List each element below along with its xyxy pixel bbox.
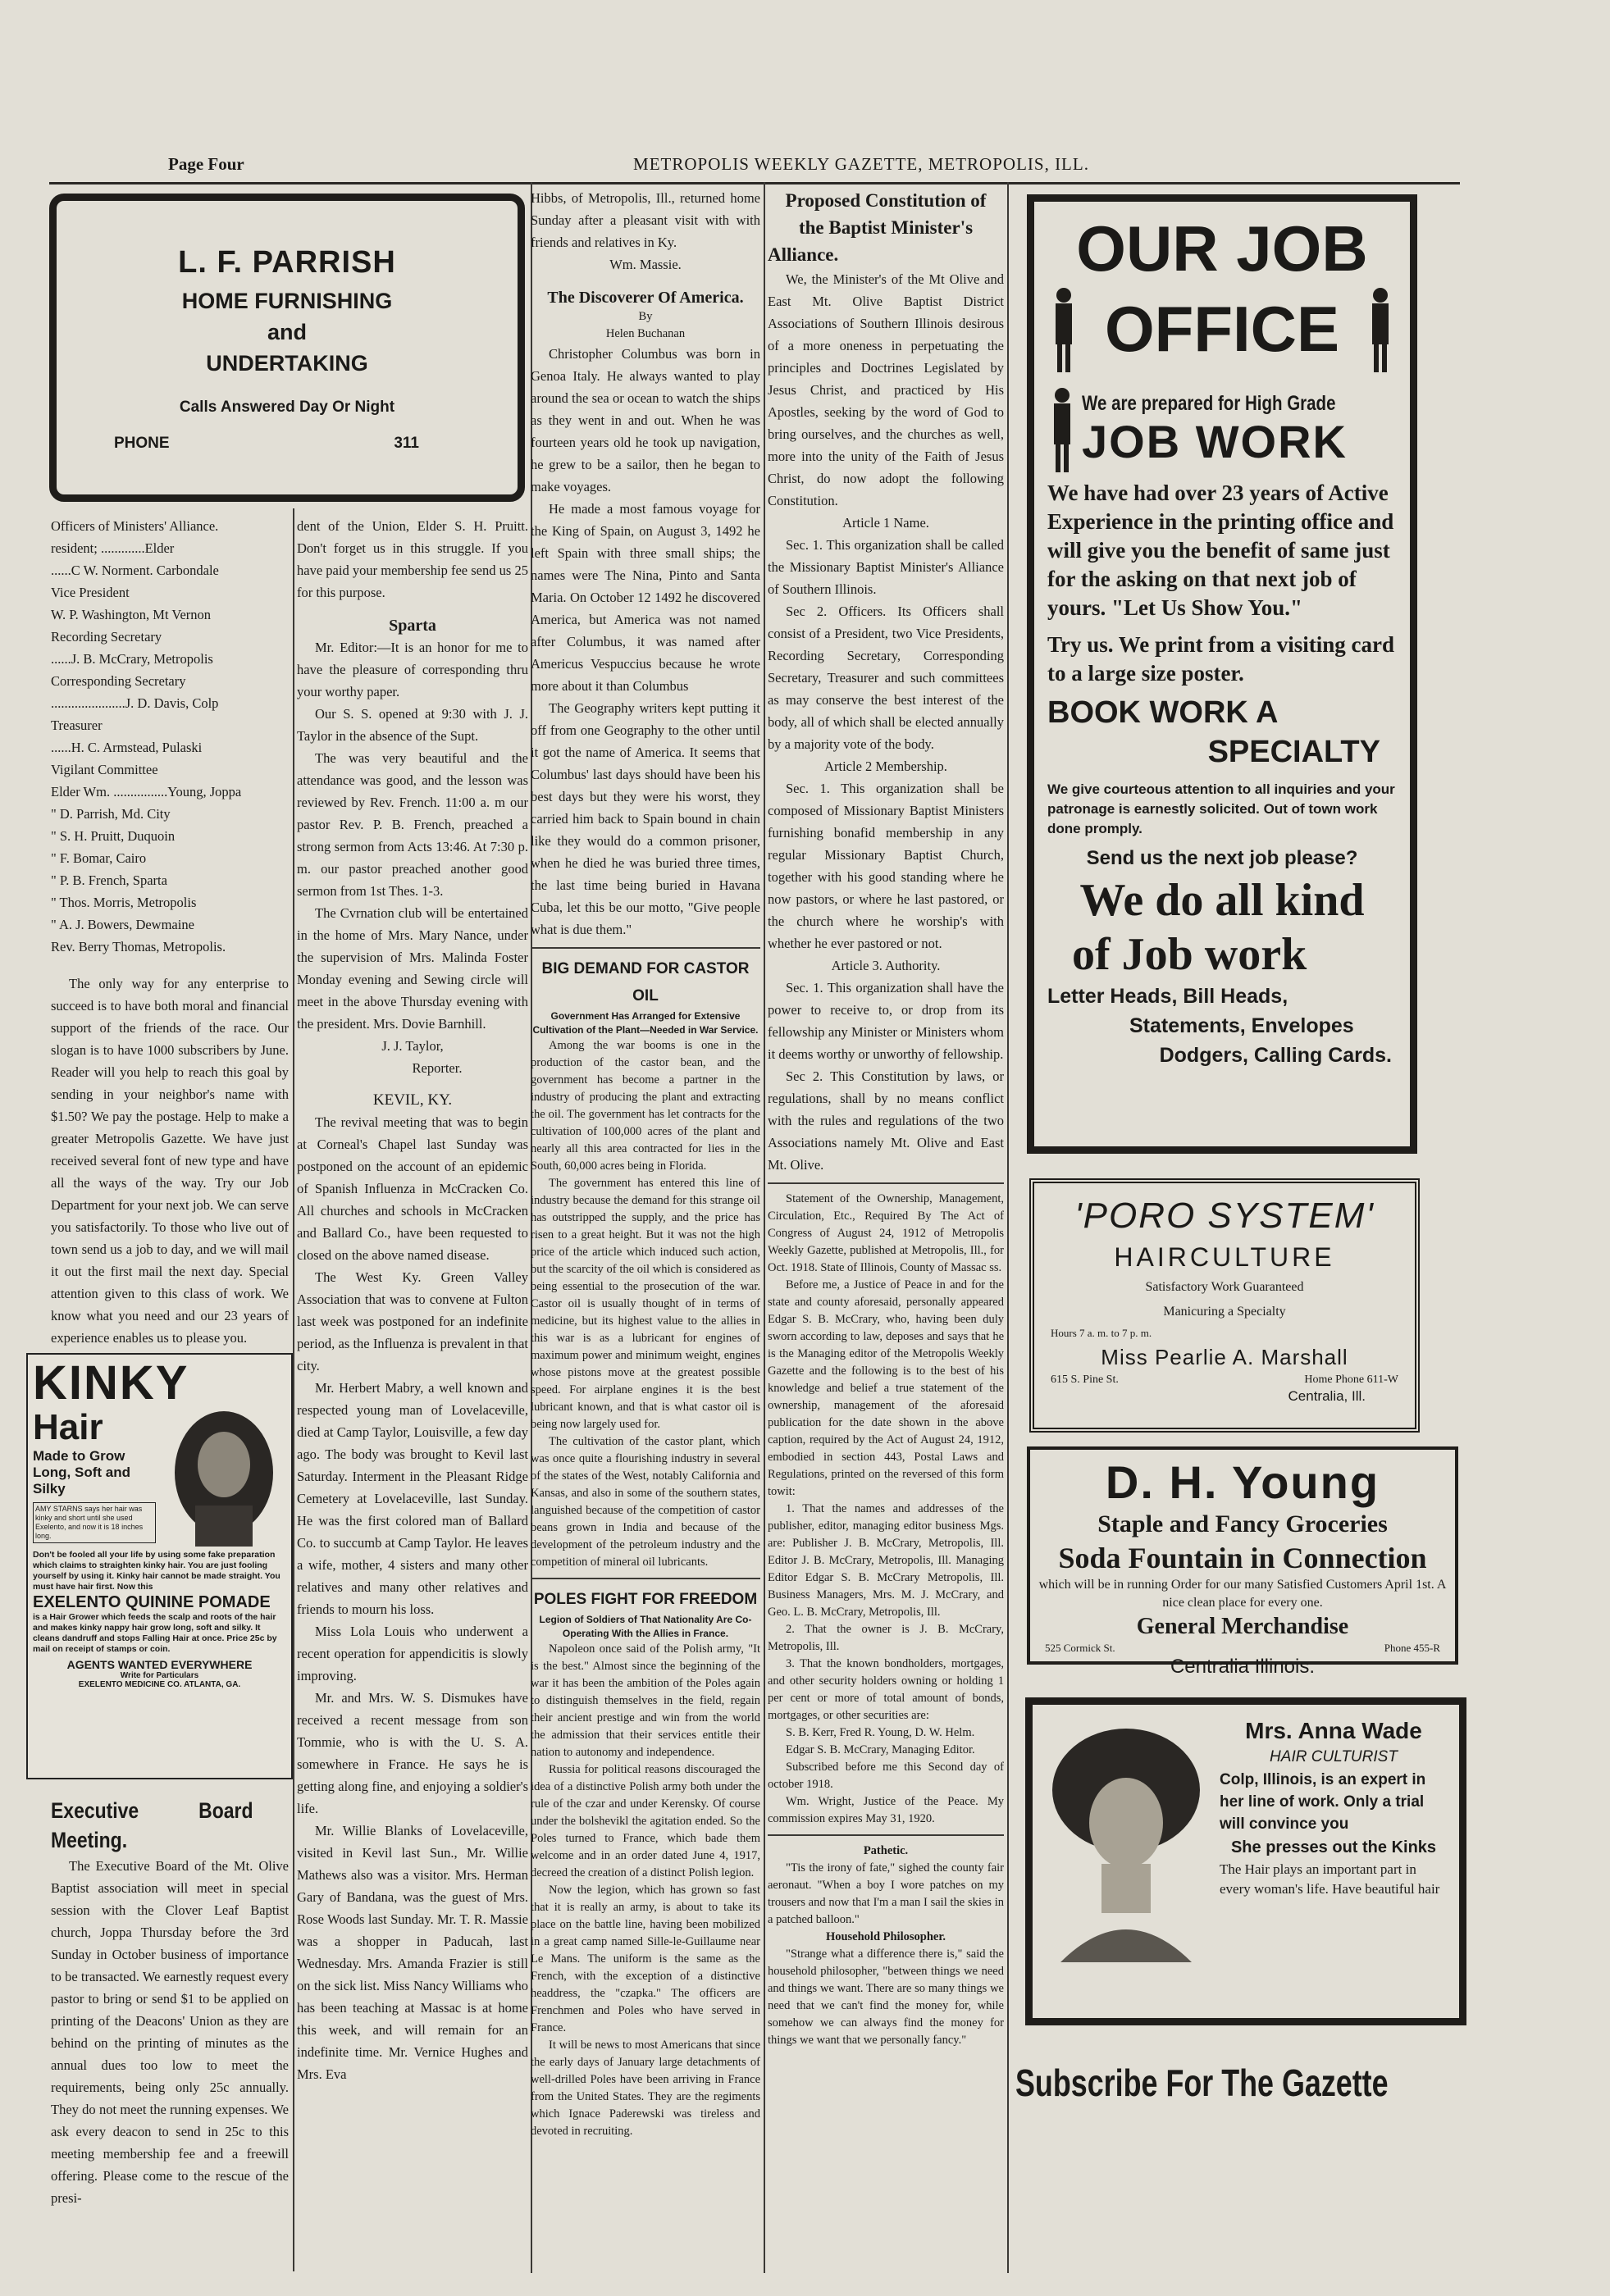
poro-city: Centralia, Ill. bbox=[1288, 1388, 1366, 1404]
poro-system-ad bbox=[1029, 1178, 1420, 1433]
job-office-ad bbox=[1027, 194, 1417, 1154]
sparta-paras-paragraph: Our S. S. opened at 9:30 with J. J. Taylor in the absence of the Supt. bbox=[297, 706, 528, 744]
poro-hours: Hours 7 a. m. to 7 p. m. bbox=[1051, 1327, 1152, 1339]
column-4 bbox=[768, 187, 1004, 2274]
castor-paras-paragraph: Among the war booms is one in the production of the castor bean, and the government has become a partner in the industry of producing the plant and extracting the oil. The government has let contracts for the cultivation of 100,000 acres of the plant and nearly all this area contracted for lies in the South, 60,000 acres being in Florida. bbox=[531, 1039, 760, 1173]
divider bbox=[531, 947, 760, 949]
kinky-body: Don't be fooled all your life by using some fake preparation which claims to straighten kinky hair. You are just fooling yourself by using it. Kinky hair cannot be made straight. You must have hair first. Now this bbox=[33, 1550, 280, 1592]
poro-sub: HAIRCULTURE bbox=[1114, 1242, 1335, 1272]
column-3 bbox=[531, 187, 760, 2274]
article-1-sec-2: Sec 2. Officers. Its Officers shall consist of a President, two Vice Presidents, Recording Secretary, Corresponding Secretary, Treasurer and such committees as may conserve the best interest of the body, all of which shall be elected annually by a majority vote of the body. bbox=[768, 604, 1004, 752]
discoverer-author: Helen Buchanan bbox=[605, 327, 686, 340]
officer-line: Recording Secretary bbox=[51, 629, 162, 645]
poro-address: 615 S. Pine St. bbox=[1051, 1374, 1119, 1386]
man-figure-illustration bbox=[1047, 284, 1080, 374]
col3-continuation: Hibbs, of Metropolis, Ill., returned home Sunday after a pleasant visit with with friends and relatives in Ky. bbox=[531, 190, 760, 250]
officer-line: " S. H. Pruitt, Duquoin bbox=[51, 828, 176, 844]
poles-paras-paragraph: It will be news to most Americans that since the early days of January large detachments of well-drilled Poles have been arriving in France from the United States. They are the regiments which Ignace Paderewski was tireless and devoted in recruiting. bbox=[531, 2039, 760, 2138]
anna-wade-ad bbox=[1025, 1697, 1466, 2025]
kevil-paras-paragraph: The revival meeting that was to begin at Corneal's Chapel last Sunday was postponed on the account of an epidemic of Spanish Influenza in McCracken Co. All churches and schools in McCracken and Ballard Co., have been requested to closed on the above named disease. bbox=[297, 1114, 528, 1263]
officer-line: Rev. Berry Thomas, Metropolis. bbox=[51, 939, 226, 954]
officer-line: " A. J. Bowers, Dewmaine bbox=[51, 917, 194, 932]
masthead-title: METROPOLIS WEEKLY GAZETTE, METROPOLIS, ILL. bbox=[633, 154, 1089, 174]
parrish-phone-number: 311 bbox=[394, 435, 419, 452]
ownership-statement bbox=[768, 1191, 1004, 1828]
article-2-heading: Article 2 Membership. bbox=[824, 758, 947, 774]
job-ad-body: We have had over 23 years of Active Experience in the printing office and will give you the benefit of same just for the asking on that next job of yours. "Let Us Show You." bbox=[1047, 481, 1394, 620]
officer-line: Vigilant Committee bbox=[51, 762, 158, 777]
sparta-paras-paragraph: The Cvrnation club will be entertained in the home of Mrs. Mary Nance, under the supervision of Mrs. Malinda Foster Monday evening and Sewing circle will meet in the above Thursday evening with the president. Mrs. Dovie Barnhill. bbox=[297, 905, 528, 1032]
officer-line: " Thos. Morris, Metropolis bbox=[51, 895, 197, 910]
kinky-product: EXELENTO QUININE POMADE bbox=[33, 1593, 271, 1611]
parrish-tagline: Calls Answered Day Or Night bbox=[179, 399, 395, 416]
disc-paras-paragraph: The Geography writers kept putting it off from one Geography to the other until it got the name of America. It seems that Columbus' last days should have been his best days but they were his worst, they carried him back to Spain bound in chain like they would do a common prisoner, when he died he was buried three times, the last time being buried in Havana Cuba, let this be our motto, "Give people what is due them." bbox=[531, 700, 760, 937]
poro-phone: Home Phone 611-W bbox=[1304, 1374, 1398, 1386]
kinky-title: KINKY bbox=[33, 1356, 189, 1410]
column-1-top bbox=[51, 515, 289, 1351]
parrish-line3: UNDERTAKING bbox=[206, 351, 368, 376]
officer-line: Treasurer bbox=[51, 718, 103, 733]
poro-line1: Satisfactory Work Guaranteed bbox=[1145, 1280, 1304, 1294]
officer-line: " P. B. French, Sparta bbox=[51, 872, 167, 888]
young-address: 525 Cormick St. bbox=[1045, 1642, 1115, 1654]
job-ad-line2: OFFICE bbox=[1105, 293, 1339, 365]
article-3-sec-1: Sec. 1. This organization shall have the power to receive to, or drop from its fellowship any Minister or Ministers whom it deems worthy or unworthy of fellowship. bbox=[768, 980, 1004, 1062]
wade-name: Mrs. Anna Wade bbox=[1245, 1718, 1422, 1743]
column-rule bbox=[764, 182, 765, 2273]
officer-line: Vice President bbox=[51, 585, 130, 600]
statement-paras-paragraph: Subscribed before me this Second day of october 1918. bbox=[768, 1761, 1004, 1791]
officer-line: resident; .............Elder bbox=[51, 540, 175, 556]
poro-name: Miss Pearlie A. Marshall bbox=[1101, 1345, 1348, 1369]
article-3-sec-2: Sec 2. This Constitution by laws, or regulations, shall by no means conflict with the rules and regulations of the two Associations namely Mt. Olive and East Mt. Olive. bbox=[768, 1068, 1004, 1173]
parrish-line1: HOME FURNISHING bbox=[181, 289, 393, 313]
officer-line: ......C W. Norment. Carbondale bbox=[51, 563, 219, 578]
young-phone: Phone 455-R bbox=[1384, 1642, 1440, 1654]
officer-line: Officers of Ministers' Alliance. bbox=[51, 518, 219, 534]
officer-line: " D. Parrish, Md. City bbox=[51, 806, 171, 822]
castor-article bbox=[531, 1037, 760, 1571]
job-ad-line1: OUR JOB bbox=[1076, 212, 1368, 285]
kevil-paras-paragraph: Miss Lola Louis who underwent a recent operation for appendicitis is slowly improving. bbox=[297, 1624, 528, 1683]
statement-paras-paragraph: 2. That the owner is J. B. McCrary, Metropolis, Ill. bbox=[768, 1623, 1004, 1653]
poles-article bbox=[531, 1641, 760, 2140]
parrish-phone-label: PHONE bbox=[114, 435, 170, 452]
statement-paras-paragraph: 1. That the names and addresses of the publisher, editor, managing editor business Mgs. are: Publisher J. B. McCrary, Metropolis, Ill. Editor J. B. McCrary, Metropolis, Ill. Managing Editor Edgar S. B. McCrary Metropolis, Ill. Business Managers, Mrs. M. J. McCrary, and Geo. L. B. McCrary, Metropolis, Ill. bbox=[768, 1502, 1004, 1619]
sparta-heading: Sparta bbox=[389, 617, 436, 635]
constitution-heading-1: Proposed Constitution of bbox=[785, 190, 987, 211]
job-ad-list2: Statements, Envelopes bbox=[1129, 1014, 1354, 1037]
discoverer-by: By bbox=[638, 310, 653, 323]
col2-continuation: dent of the Union, Elder S. H. Pruitt. Don't forget us in this struggle. If you have paid your membership fee send us 25 for this purpose. bbox=[297, 518, 528, 600]
parrish-ad bbox=[49, 194, 525, 502]
executive-body: The Executive Board of the Mt. Olive Baptist association will meet in special session with the Clover Leaf Baptist church, Joppa Thursday before the 3rd Sunday in October business of importance to be transacted. We earnestly request every pastor to bring or send $1 to be applied on printing of the Deacons' Union as they are behind on the printing of minutes as the annual dues too low to meet the requirements, being only 25c annually. They do not meet the running expenses. We ask every deacon to send in 25c to this meeting membership fee and a freewill offering. Please come to the rescue of the presi- bbox=[51, 1858, 289, 2206]
discoverer-article bbox=[531, 343, 760, 941]
kevil-paras-paragraph: Mr. and Mrs. W. S. Dismukes have received a recent message from son Tommie, who is with the U. S. A. somewhere in France. He says he is getting along fine, and enjoying a soldier's life. bbox=[297, 1690, 528, 1816]
young-line2: Soda Fountain in Connection bbox=[1058, 1542, 1427, 1574]
woman-portrait-illustration bbox=[162, 1407, 285, 1547]
officer-line: Corresponding Secretary bbox=[51, 673, 186, 689]
young-line1: Staple and Fancy Groceries bbox=[1097, 1510, 1388, 1538]
article-1-sec-1: Sec. 1. This organization shall be called the Missionary Baptist Minister's Alliance of Southern Illinois. bbox=[768, 537, 1004, 597]
job-ad-send: Send us the next job please? bbox=[1086, 847, 1358, 869]
disc-paras-paragraph: He made a most famous voyage for the King of Spain, on August 3, 1492 he left Spain with three small ships; the names were The Nina, Pinto and Santa Maria. On October 12 1492 he discovered America, but America was not named after Columbus, it was named after Americus Vespuccius because he wrote more about it than Columbus bbox=[531, 501, 760, 694]
parrish-line2: and bbox=[267, 320, 307, 344]
parrish-name: L. F. PARRISH bbox=[178, 245, 396, 280]
dh-young-ad bbox=[1015, 1440, 1470, 1678]
executive-heading: Executive Board Meeting. bbox=[51, 1798, 253, 1852]
sparta-sig1: J. J. Taylor, bbox=[381, 1038, 444, 1054]
poles-subheading: Legion of Soldiers of That Nationality Are Co-Operating With the Allies in France. bbox=[539, 1614, 752, 1639]
kinky-hair-ad bbox=[26, 1353, 293, 1779]
column-rule bbox=[293, 508, 294, 2271]
article-1-heading: Article 1 Name. bbox=[842, 515, 929, 531]
woman-portrait-illustration bbox=[1044, 1716, 1208, 1962]
kinky-company: EXELENTO MEDICINE CO. ATLANTA, GA. bbox=[78, 1680, 241, 1689]
sparta-article bbox=[297, 636, 528, 1035]
man-figure-illustration bbox=[1364, 284, 1397, 374]
job-ad-we-do1: We do all kind bbox=[1079, 875, 1365, 926]
column-2 bbox=[297, 515, 528, 2270]
officer-line: ......J. B. McCrary, Metropolis bbox=[51, 651, 213, 667]
masthead-rule bbox=[49, 182, 1460, 184]
sparta-paras-paragraph: Mr. Editor:—It is an honor for me to have the pleasure of corresponding thru your worthy paper. bbox=[297, 640, 528, 699]
poles-heading: POLES FIGHT FOR FREEDOM bbox=[533, 1591, 758, 1608]
poles-paras-paragraph: Now the legion, which has grown so fast that it is really an army, is about to take its place on the battle line, having been mobilized in a great camp named Sille-le-Guillaume near Le Mans. The uniform is the same as the French, with the exception of a distinctive headdress, the "czapka." The officers are Frenchmen and Poles who have served in France. bbox=[531, 1884, 760, 2034]
divider bbox=[768, 1182, 1004, 1184]
sparta-sig2: Reporter. bbox=[412, 1060, 463, 1076]
job-ad-courteous: We give courteous attention to all inquiries and your patronage is earnestly solicited. Out of town work done promply. bbox=[1047, 781, 1395, 836]
kinky-agents: AGENTS WANTED EVERYWHERE bbox=[66, 1658, 253, 1671]
parrish-phone-row bbox=[73, 435, 501, 453]
kevil-heading: KEVIL, KY. bbox=[372, 1091, 453, 1109]
executive-board bbox=[51, 1796, 289, 2255]
job-ad-book2: SPECIALTY bbox=[1207, 735, 1380, 769]
constitution-heading-2: the Baptist Minister's bbox=[798, 217, 974, 238]
column-rule bbox=[1007, 182, 1009, 2273]
household-body: "Strange what a difference there is," said the household philosopher, "between things we need and things we want. There are so many things we need that we can't find the money for, while somehow we can always find the money for things we want that we personally fancy." bbox=[768, 1947, 1004, 2047]
discoverer-heading: The Discoverer Of America. bbox=[547, 289, 744, 307]
pathetic-heading: Pathetic. bbox=[863, 1844, 909, 1857]
kinky-hair-word: Hair bbox=[33, 1407, 103, 1447]
household-heading: Household Philosopher. bbox=[825, 1930, 946, 1943]
officer-line: Elder Wm. ................Young, Joppa bbox=[51, 784, 242, 800]
divider bbox=[768, 1834, 1004, 1836]
officer-line: ......................J. D. Davis, Colp bbox=[51, 695, 219, 711]
job-ad-line4: JOB WORK bbox=[1082, 416, 1348, 467]
divider bbox=[531, 1578, 760, 1579]
kevil-paras-paragraph: Mr. Herbert Mabry, a well known and respected young man of Lovelaceville, died at Camp Taylor, Louisville, a few day ago. The body was brought to Kevil last Saturday. Interment in the Pleasant Ridge Cemetery at Lovelaceville, last Sunday. He was the first colored man of Ballard Co. to succumb at Camp Taylor. He leaves a wife, mother, 4 sisters and many other relatives and many other relatives and friends to mourn his loss. bbox=[297, 1380, 528, 1617]
kinky-caption: AMY STARNS says her hair was kinky and short until she used Exelento, and now it is 18 inches long. bbox=[33, 1502, 156, 1543]
poles-paras-paragraph: Napoleon once said of the Polish army, "It is the best." Almost since the beginning of the war it has been the ambition of the Poles again to distinguish themselves in the field, regain their ancient prestige and win from the world the admission that their services entitle their nation to autonomy and independence. bbox=[531, 1642, 760, 1759]
wade-title: HAIR CULTURIST bbox=[1270, 1748, 1398, 1765]
castor-subheading: Government Has Arranged for Extensive Cultivation of the Plant—Needed in War Service. bbox=[532, 1010, 759, 1036]
constitution-preamble bbox=[768, 268, 1004, 512]
kevil-paras-paragraph: The West Ky. Green Valley Association that was to convene at Fulton last week was postponed for an indefinite period, as the Influenza is prevalent in that city. bbox=[297, 1269, 528, 1374]
constitution-heading-3: Alliance. bbox=[768, 244, 839, 265]
officers-list bbox=[51, 515, 289, 958]
castor-paras-paragraph: The cultivation of the castor plant, which was once quite a flourishing industry in several of the states of the West, notably California and Kansas, and also in some of the southern states, languished because of the competition of castor beans grown in India and because of the development of the petroleum industry and the competition of mineral oil lubricants. bbox=[531, 1435, 760, 1569]
officer-line: ......H. C. Armstead, Pulaski bbox=[51, 740, 203, 755]
article-2-sec-1: Sec. 1. This organization shall be composed of Missionary Baptist Ministers furnishing bonafid membership in any regular Missionary Baptist Church, together with his good standing where he now pastors, or where he last pastored, or the church where he worship's with whether he ever pastored or not. bbox=[768, 781, 1004, 951]
statement-paras-paragraph: Wm. Wright, Justice of the Peace. My commission expires May 31, 1920. bbox=[768, 1795, 1004, 1825]
poro-line2: Manicuring a Specialty bbox=[1163, 1305, 1286, 1319]
kinky-product-body: is a Hair Grower which feeds the scalp and roots of the hair and makes kinky nappy hair grow long, soft and silky. It cleans dandruff and stops Falling Hair at once. Price 25c by mail on receipt of stamps or coin. bbox=[33, 1612, 277, 1654]
article-3-heading: Article 3. Authority. bbox=[831, 958, 941, 973]
kinky-tag: Made to Grow Long, Soft and Silky bbox=[33, 1448, 130, 1496]
const-paras-paragraph: We, the Minister's of the Mt Olive and East Mt. Olive Baptist District Associations of Southern Illinois desirous of a more oneness in perpetuating the principles and Doctrines Legislated by Jesus Christ, and practiced by His Apostles, seeking by the word of God to bring ourselves, and the churches as well, more into the unity of the Faith of Jesus Christ, do now adopt the following Constitution. bbox=[768, 271, 1004, 508]
pathetic-body: "Tis the irony of fate," sighed the county fair aeronaut. "When a boy I wore patches on my trousers and now that I'm a man I sail the skies in a patched balloon." bbox=[768, 1861, 1004, 1926]
sparta-paras-paragraph: The was very beautiful and the attendance was good, and the lesson was reviewed by Rev. French. 11:00 a. m our pastor Rev. P. B. French, preached a strong sermon from Acts 13:46. At 7:30 p. m. our pastor preached another good sermon from 1st Thes. 1-3. bbox=[297, 750, 528, 899]
statement-paras-paragraph: Before me, a Justice of Peace in and for the state and county aforesaid, personally appeared Edgar S. B. McCrary, who, having been duly sworn according to law, deposes and says that he is the Managing editor of the Metropolis Weekly Gazette and the following is to the best of his knowledge and belief a true statement of the ownership, management of the aforesaid publication for the date shown in the above caption, required by the Act of August 24, 1912, embodied in section 443, Postal Laws and Regulations, printed on the reversed of this form towit: bbox=[768, 1278, 1004, 1498]
kevil-article bbox=[297, 1111, 528, 2085]
col3-signature: Wm. Massie. bbox=[609, 257, 682, 272]
young-name: D. H. Young bbox=[1105, 1456, 1380, 1508]
man-pointing-illustration bbox=[1047, 384, 1077, 474]
wade-tag: She presses out the Kinks bbox=[1230, 1838, 1437, 1856]
job-ad-list3: Dodgers, Calling Cards. bbox=[1159, 1044, 1392, 1067]
young-line3: which will be in running Order for our many Satisfied Customers April 1st. A nice clean place for every one. bbox=[1038, 1578, 1447, 1610]
castor-paras-paragraph: The government has entered this line of industry because the demand for this strange oil has outstripped the supply, and the price has risen to a great height. But it was not the high price of the article which induced such action, but the scarcity of the oil which is considered as being essential to the prosecution of the war. Castor oil is usually thought of in terms of medicine, but its highest value to the allies in this war is as a lubricant for engines of maximum power and minimum weight, engines whose pistons move at the greatest possible speed. For airplane engines it is the best lubricant known, and that is what castor oil is being now largely used for. bbox=[531, 1177, 760, 1431]
young-line4: General Merchandise bbox=[1136, 1614, 1349, 1639]
poles-paras-paragraph: Russia for political reasons discouraged the idea of a distinctive Polish army both under the rule of the czar and under Kerensky. Of course under the bolshevikl the agitation ended. So the Poles turned to France, which bade them welcome and in an order dated June 4, 1917, decreed the creation of a distinct Polish legion. bbox=[531, 1763, 760, 1879]
job-ad-list1: Letter Heads, Bill Heads, bbox=[1047, 985, 1288, 1008]
castor-heading: BIG DEMAND FOR CASTOR OIL bbox=[541, 960, 750, 1004]
page-number: Page Four bbox=[168, 154, 244, 174]
statement-paras-paragraph: Statement of the Ownership, Management, Circulation, Etc., Required By The Act of Congress of August 24, 1912 of Metropolis Weekly Gazette, published at Metropolis, Ill., for Oct. 1918. State of Illinois, County of Massac ss. bbox=[768, 1192, 1004, 1274]
statement-paras-paragraph: S. B. Kerr, Fred R. Young, D. W. Helm. bbox=[786, 1726, 975, 1739]
poro-title: 'PORO SYSTEM' bbox=[1074, 1196, 1375, 1236]
kevil-paras-paragraph: Mr. Willie Blanks of Lovelaceville, visited in Kevil last Sun., Mr. Willie Mathews also was a visitor. Mrs. Herman Gary of Bandana, was the guest of Mrs. Rose Woods last Sunday. Mr. T. R. Massie was a shopper in Paducah, last Wednesday. Mrs. Amanda Frazier is still on the sick list. Miss Nancy Williams who has been teaching at Massac is at home this week, and will remain for an indefinite time. Mr. Vernice Hughes and Mrs. Eva bbox=[297, 1823, 528, 2082]
kinky-write: Write for Particulars bbox=[120, 1671, 199, 1680]
young-city: Centralia Illinois. bbox=[1170, 1656, 1316, 1678]
subscribe-appeal: The only way for any enterprise to succeed is to have both moral and financial support of the friends of the race. Our slogan is to have 1000 subscribers by June. Reader will you help to reach this goal by sending in your neighbor's name with $1.50? We pay the postage. Help to make a greater Metropolis Gazette. We have just received several font of new type and have all the ways of the way. Try our Job Department for your next job. We can serve you satisfactorily. To those who live out of town send us a job to day, and we will mail it out the first mail the next day. Special attention given to this class of work. We know what you need and our 23 years of experience enables us to please you. bbox=[51, 976, 289, 1346]
statement-paras-paragraph: 3. That the known bondholders, mortgages, and other security holders owning or holding 1 per cent or more of total amount of bonds, mortgages, or other securities are: bbox=[768, 1657, 1004, 1722]
officer-line: " F. Bomar, Cairo bbox=[51, 850, 147, 866]
wade-body: Colp, Illinois, is an expert in her line of work. Only a trial will convince you bbox=[1220, 1771, 1426, 1833]
wade-body2: The Hair plays an important part in every woman's life. Have beautiful hair bbox=[1220, 1861, 1440, 1897]
job-ad-try: Try us. We print from a visiting card to a large size poster. bbox=[1047, 632, 1395, 686]
job-ad-line3: We are prepared for High Grade bbox=[1082, 392, 1336, 415]
disc-paras-paragraph: Christopher Columbus was born in Genoa Italy. He always wanted to play around the sea or ocean to watch the ships as they went in and out. When he was fourteen years old he took up navigation, he grew to be a sailor, then he began to make voyages. bbox=[531, 346, 760, 494]
job-ad-book1: BOOK WORK A bbox=[1047, 695, 1279, 730]
officer-line: W. P. Washington, Mt Vernon bbox=[51, 607, 212, 622]
masthead bbox=[0, 149, 1610, 182]
subscribe-banner: Subscribe For The Gazette bbox=[1015, 2061, 1389, 2104]
job-ad-we-do2: of Job work bbox=[1072, 929, 1307, 980]
statement-paras-paragraph: Edgar S. B. McCrary, Managing Editor. bbox=[786, 1743, 975, 1756]
